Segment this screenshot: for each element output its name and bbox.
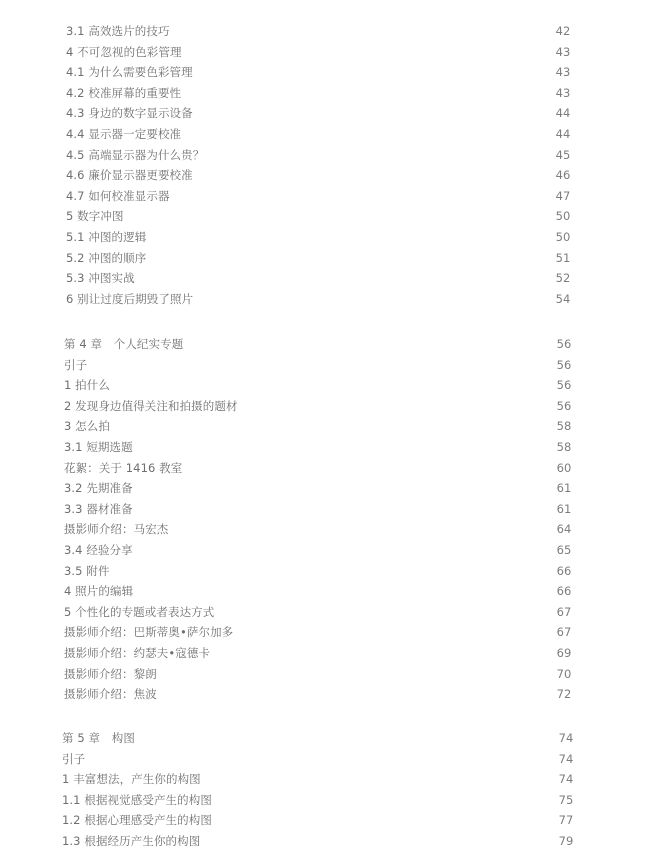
toc-entry[interactable] (0, 519, 650, 539)
toc-entry-title: 1.2 根据心理感受产生的构图 (62, 813, 212, 828)
toc-entry-page-number: 50 (555, 209, 571, 224)
toc-entry-title: 摄影师介绍：巴斯蒂奥•萨尔加多 (64, 625, 234, 640)
toc-entry[interactable] (0, 831, 650, 851)
toc-entry-page-number: 77 (558, 813, 574, 828)
toc-entry[interactable] (0, 749, 650, 769)
toc-entry-page-number: 60 (556, 460, 572, 475)
toc-entry-title: 4.5 高端显示器为什么贵？ (66, 147, 205, 162)
toc-entry-page-number: 74 (558, 751, 574, 766)
toc-entry[interactable] (0, 561, 650, 581)
toc-entry-page-number: 44 (555, 127, 571, 141)
toc-entry-page-number: 56 (556, 398, 572, 413)
toc-entry-title: 5.2 冲图的顺序 (66, 250, 147, 265)
toc-entry[interactable] (0, 664, 650, 684)
toc-entry[interactable] (0, 416, 650, 436)
toc-entry[interactable] (0, 62, 650, 82)
toc-entry[interactable] (0, 124, 650, 144)
toc-entry-page-number: 52 (555, 271, 571, 286)
toc-entry-title: 1 拍什么 (64, 378, 110, 393)
toc-entry[interactable] (0, 227, 650, 247)
toc-entry-title: 摄影师介绍：黎朗 (64, 666, 157, 681)
toc-entry-title: 第 4 章 个人纪实专题 (64, 337, 184, 351)
toc-entry[interactable] (0, 790, 650, 810)
toc-entry-page-number: 79 (558, 834, 574, 848)
toc-entry-page-number: 72 (556, 687, 572, 702)
toc-entry-title: 3.2 先期准备 (64, 481, 133, 496)
toc-entry[interactable] (0, 83, 650, 103)
toc-entry-title: 摄影师介绍：马宏杰 (64, 522, 169, 537)
toc-entry-page-number: 74 (558, 731, 574, 745)
toc-entry-title: 4.7 如何校准显示器 (66, 188, 170, 203)
toc-entry[interactable] (0, 728, 650, 748)
toc-entry-title: 3 怎么拍 (64, 419, 110, 434)
toc-entry-page-number: 61 (556, 501, 572, 516)
toc-entry[interactable] (0, 540, 650, 560)
toc-entry-page-number: 47 (555, 188, 571, 203)
toc-entry-page-number: 44 (555, 106, 571, 121)
toc-entry[interactable] (0, 186, 650, 206)
toc-entry[interactable] (0, 581, 650, 601)
toc-entry-title: 花絮：关于 1416 教室 (64, 460, 183, 475)
toc-entry-title: 摄影师介绍：焦波 (64, 687, 157, 702)
toc-entry-title: 2 发现身边值得关注和拍摄的题材 (64, 398, 238, 413)
toc-entry-title: 第 5 章 构图 (62, 731, 135, 745)
toc-entry-title: 3.5 附件 (64, 563, 110, 578)
toc-entry-title: 4.6 廉价显示器更要校准 (66, 168, 193, 183)
toc-entry-title: 4.3 身边的数字显示设备 (66, 106, 193, 121)
toc-entry-page-number: 70 (556, 666, 572, 681)
toc-entry-page-number: 74 (558, 772, 574, 787)
toc-entry[interactable] (0, 268, 650, 288)
toc-entry-page-number: 54 (555, 291, 571, 306)
toc-entry[interactable] (0, 103, 650, 123)
toc-entry-page-number: 45 (555, 147, 571, 162)
toc-entry-title: 5 数字冲图 (66, 209, 124, 224)
toc-entry-title: 4.2 校准屏幕的重要性 (66, 85, 182, 100)
toc-entry-title: 1 丰富想法，产生你的构图 (62, 772, 201, 787)
toc-entry-title: 引子 (64, 357, 88, 372)
toc-entry-title: 4 照片的编辑 (64, 584, 134, 599)
toc-entry-page-number: 58 (556, 419, 572, 434)
toc-entry[interactable] (0, 602, 650, 622)
toc-entry[interactable] (0, 810, 650, 830)
toc-entry[interactable] (0, 499, 650, 519)
toc-entry-page-number: 43 (555, 85, 571, 100)
toc-entry[interactable] (0, 289, 650, 309)
toc-entry[interactable] (0, 769, 650, 789)
toc-entry-title: 4.1 为什么需要色彩管理 (66, 65, 193, 80)
toc-entry-page-number: 66 (556, 584, 572, 599)
toc-entry-page-number: 43 (555, 65, 571, 80)
toc-entry-page-number: 46 (555, 168, 571, 183)
toc-entry[interactable] (0, 248, 650, 268)
toc-entry[interactable] (0, 206, 650, 226)
toc-entry[interactable] (0, 42, 650, 62)
toc-entry-page-number: 67 (556, 625, 572, 640)
toc-entry-title: 引子 (62, 751, 86, 766)
toc-entry-page-number: 42 (555, 24, 571, 38)
toc-entry-page-number: 64 (556, 522, 572, 537)
toc-entry-title: 3.1 短期选题 (64, 440, 133, 454)
toc-entry-title: 摄影师介绍：约瑟夫•寇德卡 (64, 646, 211, 660)
toc-entry-page-number: 43 (555, 44, 571, 59)
toc-entry-title: 5 个性化的专题或者表达方式 (64, 604, 215, 619)
toc-entry-title: 1.1 根据视觉感受产生的构图 (62, 792, 212, 807)
toc-entry-title: 3.4 经验分享 (64, 543, 133, 557)
toc-entry[interactable] (0, 684, 650, 704)
toc-entry[interactable] (0, 165, 650, 185)
toc-entry[interactable] (0, 355, 650, 375)
toc-entry[interactable] (0, 21, 650, 41)
toc-entry-title: 4.4 显示器一定要校准 (66, 127, 182, 141)
toc-entry[interactable] (0, 334, 650, 354)
toc-entry-page-number: 66 (556, 563, 572, 578)
toc-entry-title: 3.1 高效选片的技巧 (66, 24, 170, 38)
toc-entry-page-number: 67 (556, 604, 572, 619)
toc-entry-page-number: 56 (556, 357, 572, 372)
toc-entry-title: 4 不可忽视的色彩管理 (66, 44, 182, 59)
toc-entry-page-number: 75 (558, 792, 574, 807)
toc-entry-page-number: 58 (556, 440, 572, 454)
toc-entry-title: 5.3 冲图实战 (66, 271, 135, 286)
toc-entry-page-number: 50 (555, 230, 571, 244)
toc-entry[interactable] (0, 643, 650, 663)
toc-entry-page-number: 56 (556, 378, 572, 393)
toc-entry[interactable] (0, 375, 650, 395)
toc-entry-page-number: 69 (556, 646, 572, 660)
toc-entry[interactable] (0, 458, 650, 478)
toc-entry-title: 5.1 冲图的逻辑 (66, 230, 147, 244)
toc-entry-page-number: 51 (555, 250, 571, 265)
toc-entry[interactable] (0, 145, 650, 165)
toc-entry[interactable] (0, 622, 650, 642)
toc-entry[interactable] (0, 437, 650, 457)
toc-entry[interactable] (0, 396, 650, 416)
toc-entry-page-number: 65 (556, 543, 572, 557)
toc-entry-title: 3.3 器材准备 (64, 501, 133, 516)
toc-entry-page-number: 56 (556, 337, 572, 351)
toc-entry[interactable] (0, 478, 650, 498)
toc-entry-title: 6 别让过度后期毁了照片 (66, 291, 194, 306)
toc-entry-page-number: 61 (556, 481, 572, 496)
toc-entry-title: 1.3 根据经历产生你的构图 (62, 834, 201, 848)
